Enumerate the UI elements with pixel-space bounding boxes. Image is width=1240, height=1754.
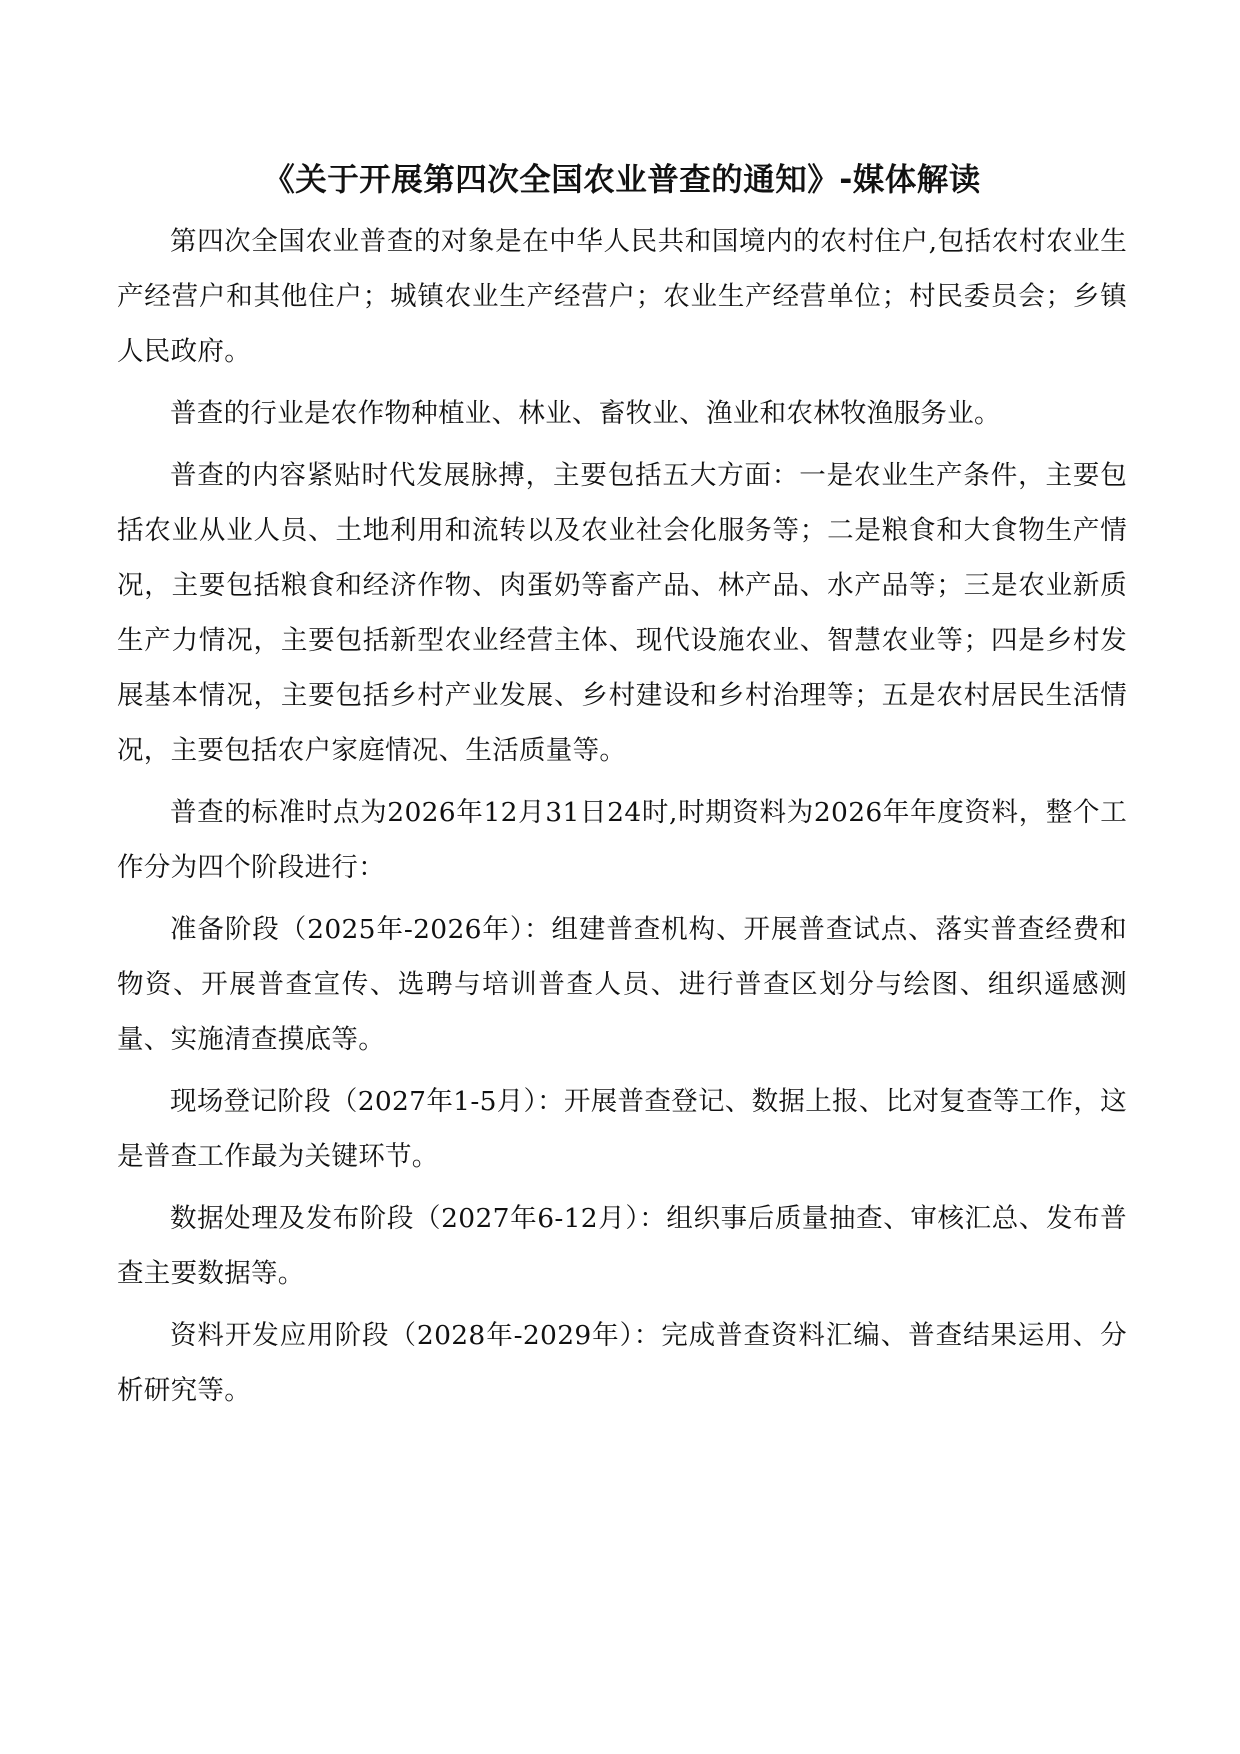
document-title: 《关于开展第四次全国农业普查的通知》-媒体解读: [263, 162, 981, 198]
document-page: [117, 0, 1127, 1418]
paragraph-stage-application: 资料开发应用阶段（2028年-2029年）：完成普查资料汇编、普查结果运用、分析研究等。: [117, 1320, 1127, 1406]
paragraph-stage-registration: 现场登记阶段（2027年1-5月）：开展普查登记、数据上报、比对复查等工作，这是普查工作最为关键环节。: [117, 1086, 1127, 1172]
paragraph-census-content: 普查的内容紧贴时代发展脉搏，主要包括五大方面：一是农业生产条件，主要包括农业从业人员、土地利用和流转以及农业社会化服务等；二是粮食和大食物生产情况，主要包括粮食和经济作物、肉蛋奶等畜产品、林产品、水产品等；三是农业新质生产力情况，主要包括新型农业经营主体、现代设施农业、智慧农业等；四是乡村发展基本情况，主要包括乡村产业发展、乡村建设和乡村治理等；五是农村居民生活情况，主要包括农户家庭情况、生活质量等。: [117, 460, 1127, 766]
paragraph-census-timing: 普查的标准时点为2026年12月31日24时,时期资料为2026年年度资料，整个工作分为四个阶段进行：: [117, 797, 1127, 883]
document-body: [117, 214, 1127, 1418]
paragraph-census-objects: 第四次全国农业普查的对象是在中华人民共和国境内的农村住户,包括农村农业生产经营户和其他住户；城镇农业生产经营户；农业生产经营单位；村民委员会；乡镇人民政府。: [117, 226, 1127, 367]
paragraph-stage-preparation: 准备阶段（2025年-2026年）：组建普查机构、开展普查试点、落实普查经费和物资、开展普查宣传、选聘与培训普查人员、进行普查区划分与绘图、组织遥感测量、实施清查摸底等。: [117, 914, 1127, 1055]
paragraph-census-industries: 普查的行业是农作物种植业、林业、畜牧业、渔业和农林牧渔服务业。: [170, 398, 1001, 429]
paragraph-stage-processing: 数据处理及发布阶段（2027年6-12月）：组织事后质量抽查、审核汇总、发布普查主要数据等。: [117, 1203, 1127, 1289]
